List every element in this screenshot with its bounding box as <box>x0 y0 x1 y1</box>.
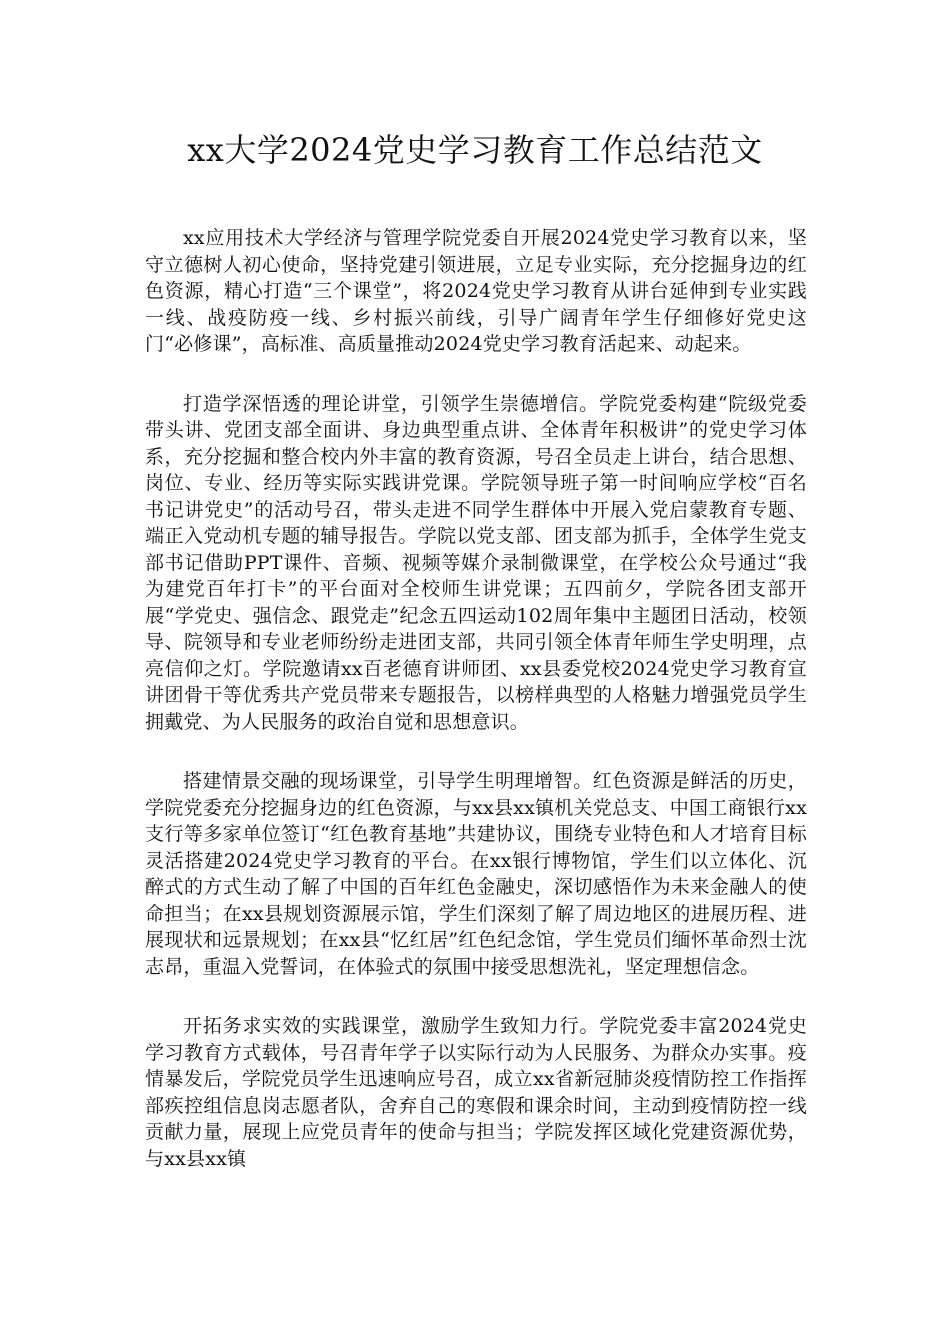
paragraph-practice-classroom: 开拓务求实效的实践课堂，激励学生致知力行。学院党委丰富2024党史学习教育方式载体，号召青年学子以实际行动为人民服务、为群众办实事。疫情暴发后，学院党员学生迅速响应号召，成立xx省新冠肺炎疫情防控工作指挥部疾控组信息岗志愿者队，舍弃自己的寒假和课余时间，主动到疫情防控一线贡献力量，展现上应党员青年的使命与担当；学院发挥区域化党建资源优势，与xx县xx镇 <box>145 1015 807 1170</box>
document-body <box>145 225 807 1172</box>
paragraph-intro: xx应用技术大学经济与管理学院党委自开展2024党史学习教育以来，坚守立德树人初心使命，坚持党建引领进展，立足专业实际，充分挖掘身边的红色资源，精心打造“三个课堂”，将2024党史学习教育从讲台延伸到专业实践一线、战疫防疫一线、乡村振兴前线，引导广阔青年学生仔细修好党史这门“必修课”，高标准、高质量推动2024党史学习教育活起来、动起来。 <box>145 227 807 355</box>
paragraph-theory-classroom: 打造学深悟透的理论讲堂，引领学生崇德增信。学院党委构建“院级党委带头讲、党团支部全面讲、身边典型重点讲、全体青年积极讲”的党史学习体系，充分挖掘和整合校内外丰富的教育资源，号召全员走上讲台，结合思想、岗位、专业、经历等实际实践讲党课。学院领导班子第一时间响应学校“百名书记讲党史”的活动号召，带头走进不同学生群体中开展入党启蒙教育专题、端正入党动机专题的辅导报告。学院以党支部、团支部为抓手，全体学生党支部书记借助PPT课件、音频、视频等媒介录制微课堂，在学校公众号通过“我为建党百年打卡”的平台面对全校师生讲党课；五四前夕，学院各团支部开展“学党史、强信念、跟党走”纪念五四运动102周年集中主题团日活动，校领导、院领导和专业老师纷纷走进团支部，共同引领全体青年师生学史明理，点亮信仰之灯。学院邀请xx百老德育讲师团、xx县委党校2024党史学习教育宣讲团骨干等优秀共产党员带来专题报告，以榜样典型的人格魅力增强党员学生拥戴党、为人民服务的政治自觉和思想意识。 <box>145 392 807 733</box>
paragraph-field-classroom: 搭建情景交融的现场课堂，引导学生明理增智。红色资源是鲜活的历史，学院党委充分挖掘身边的红色资源，与xx县xx镇机关党总支、中国工商银行xx支行等多家单位签订“红色教育基地”共建协议，围绕专业特色和人才培育目标灵活搭建2024党史学习教育的平台。在xx银行博物馆，学生们以立体化、沉醉式的方式生动了解了中国的百年红色金融史，深切感悟作为未来金融人的使命担当；在xx县规划资源展示馆，学生们深刻了解了周边地区的进展历程、进展现状和远景规划；在xx县“忆红居”红色纪念馆，学生党员们缅怀革命烈士沈志昂，重温入党誓词，在体验式的氛围中接受思想洗礼，坚定理想信念。 <box>145 770 807 978</box>
document-title: xx大学2024党史学习教育工作总结范文 <box>187 131 763 169</box>
